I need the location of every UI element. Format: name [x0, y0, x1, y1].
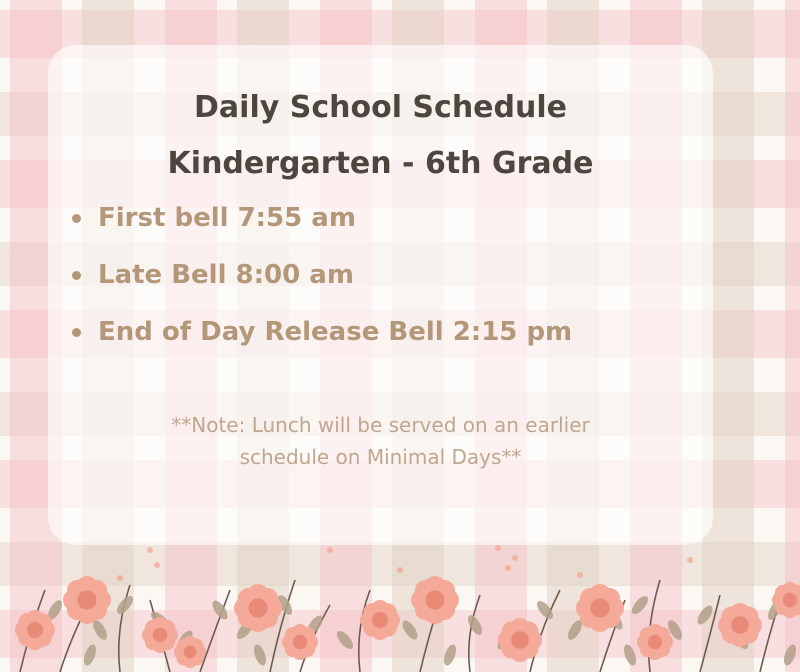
- leaf-icon: [114, 593, 136, 616]
- flower-center: [590, 598, 609, 617]
- flower-center: [731, 616, 749, 634]
- flower-center: [153, 628, 167, 642]
- schedule-list: [70, 190, 572, 361]
- flower-icon: [63, 576, 111, 624]
- dot: [577, 572, 583, 578]
- flower-center: [372, 612, 388, 628]
- flower-icon: [637, 624, 673, 660]
- dot: [397, 567, 403, 573]
- leaf-icon: [629, 593, 651, 616]
- dot: [117, 575, 123, 581]
- dot: [154, 562, 160, 568]
- flower-center: [511, 631, 529, 649]
- flower-icon: [576, 584, 624, 632]
- bullet-icon: [72, 271, 81, 280]
- flower-center: [184, 646, 197, 659]
- note-line-1: **Note: Lunch will be served on an earlier: [171, 413, 590, 437]
- note-line-2: schedule on Minimal Days**: [239, 445, 522, 469]
- dot: [512, 555, 518, 561]
- flower-icon: [15, 610, 55, 650]
- flower-icon: [411, 576, 459, 624]
- flower-icon: [234, 584, 282, 632]
- schedule-item: [70, 247, 572, 304]
- dot: [687, 557, 693, 563]
- leaf-icon: [782, 643, 799, 667]
- flower-icon: [142, 617, 178, 653]
- dot: [495, 545, 501, 551]
- flower-icon: [498, 618, 542, 662]
- flower-center: [248, 598, 267, 617]
- flower-center: [27, 622, 43, 638]
- floral-border: [0, 530, 800, 672]
- page-title: [48, 80, 713, 192]
- schedule-item-text: First bell 7:55 am: [98, 203, 356, 233]
- schedule-item-text: Late Bell 8:00 am: [98, 260, 354, 290]
- bullet-icon: [72, 214, 81, 223]
- dots: [117, 545, 693, 581]
- dot: [327, 547, 333, 553]
- flower-center: [783, 593, 797, 607]
- dot: [147, 547, 153, 553]
- flower-icon: [360, 600, 400, 640]
- lunch-note: [48, 409, 713, 473]
- title-line-2: Kindergarten - 6th Grade: [167, 146, 594, 181]
- leaf-icon: [334, 628, 356, 651]
- leaf-icon: [252, 643, 269, 667]
- leaf-icon: [534, 598, 556, 621]
- flower-center: [293, 635, 307, 649]
- flower-icon: [282, 624, 318, 660]
- flower-icon: [174, 636, 206, 668]
- leaf-icon: [400, 618, 421, 642]
- leaf-icon: [465, 613, 485, 637]
- leaf-icon: [622, 643, 639, 667]
- flower-center: [425, 590, 444, 609]
- schedule-item: [70, 304, 572, 361]
- bullet-icon: [72, 328, 81, 337]
- schedule-item: [70, 190, 572, 247]
- leaf-icon: [442, 643, 459, 667]
- title-line-1: Daily School Schedule: [194, 90, 567, 125]
- flower-center: [648, 635, 662, 649]
- leaves: [24, 593, 798, 667]
- schedule-item-text: End of Day Release Bell 2:15 pm: [98, 317, 573, 347]
- flower-center: [77, 590, 96, 609]
- leaf-icon: [82, 643, 99, 667]
- flower-icon: [718, 603, 762, 647]
- dot: [505, 565, 511, 571]
